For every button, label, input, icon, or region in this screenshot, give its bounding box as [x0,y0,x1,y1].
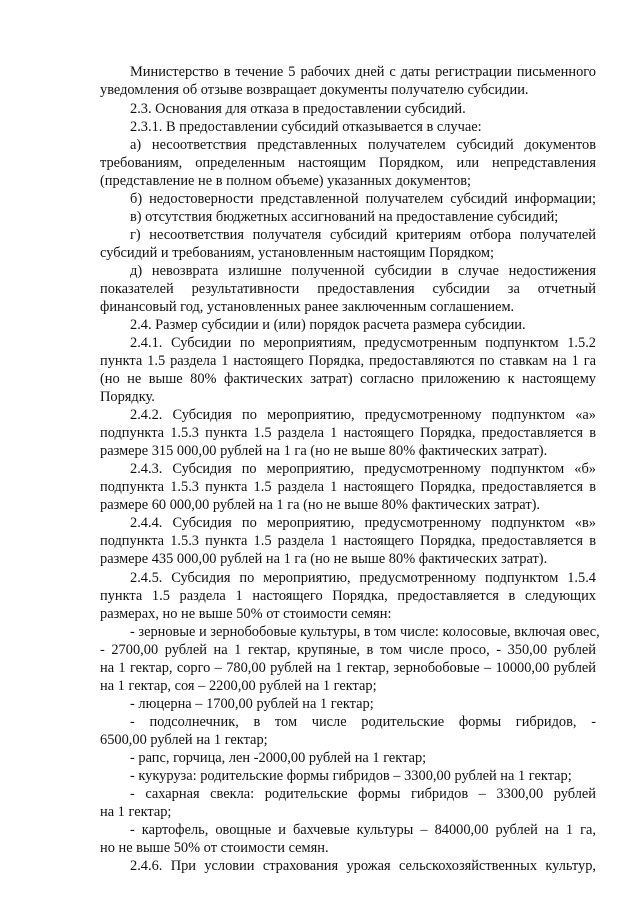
text-line: - зерновые и зернобобовые культуры, в том числе: колосовые, включая овес, [130,624,600,640]
text-line: - сахарная свекла: родительские формы гибридов – 3300,00 рублей [130,786,596,802]
text-line: 2.4.5. Субсидия по мероприятию, предусмотренному подпунктом 1.5.4 [130,570,596,586]
text-line: размере 60 000,00 рублей на 1 га (но не выше 80% фактических затрат). [100,497,540,513]
text-line: г) несоответствия получателя субсидий критериям отбора получателей [130,227,596,243]
text-line: - подсолнечник, в том числе родительские формы гибридов, - [130,714,596,730]
text-line: 2.3.1. В предоставлении субсидий отказывается в случае: [130,119,482,135]
text-line: размере 315 000,00 рублей на 1 га (но не выше 80% фактических затрат). [100,443,548,459]
text-line: в) отсутствия бюджетных ассигнований на предоставление субсидий; [130,209,559,225]
text-line: 2.4.1. Субсидии по мероприятиям, предусмотренным подпунктом 1.5.2 [130,335,596,351]
text-line: 2.4.6. При условии страхования урожая сельскохозяйственных культур, [130,858,596,874]
text-line: уведомления об отзыве возвращает документы получателю субсидии. [100,82,529,98]
text-line: - 2700,00 рублей на 1 гектар, крупяные, в том числе просо, - 350,00 рублей [100,642,596,658]
text-line: субсидий и требованиям, установленным настоящим Порядком; [100,245,495,261]
text-line: подпункта 1.5.3 пункта 1.5 раздела 1 настоящего Порядка, предоставляется в [100,533,596,549]
text-line: - кукуруза: родительские формы гибридов – 3300,00 рублей на 1 гектар; [130,768,572,784]
text-line: требованиям, определенным настоящим Порядком, или непредставления [100,155,596,171]
text-line: (представление не в полном объеме) указанных документов; [100,173,472,189]
text-line: размере 435 000,00 рублей на 1 га (но не выше 80% фактических затрат). [100,551,548,567]
text-line: - люцерна – 1700,00 рублей на 1 гектар; [130,696,374,712]
text-line: пункта 1.5 раздела 1 настоящего Порядка, предоставляется в следующих [100,588,596,604]
text-line: подпункта 1.5.3 пункта 1.5 раздела 1 настоящего Порядка, предоставляется в [100,425,596,441]
text-line: показателей результативности предоставления субсидии за отчетный [100,281,596,297]
text-line: 2.4.3. Субсидия по мероприятию, предусмотренному подпунктом «б» [130,461,596,477]
text-line: 2.4. Размер субсидии и (или) порядок расчета размера субсидии. [130,317,526,333]
text-line: - рапс, горчица, лен -2000,00 рублей на 1 гектар; [130,750,427,766]
text-line: на 1 гектар, сорго – 780,00 рублей на 1 гектар, зернобобовые – 10000,00 рублей [100,660,596,676]
text-line: 2.4.2. Субсидия по мероприятию, предусмотренному подпунктом «а» [130,407,596,423]
text-line: пункта 1.5 раздела 1 настоящего Порядка, предоставляются по ставкам на 1 га [100,353,596,369]
text-line: размерах, но не выше 50% от стоимости семян: [100,606,392,622]
text-line: (но не выше 80% фактических затрат) согласно приложению к настоящему [100,371,596,387]
text-line: 2.4.4. Субсидия по мероприятию, предусмотренному подпунктом «в» [130,515,596,531]
text-line: подпункта 1.5.3 пункта 1.5 раздела 1 настоящего Порядка, предоставляется в [100,479,596,495]
text-line: но не выше 50% от стоимости семян. [100,840,329,856]
text-line: Порядку. [100,389,155,405]
text-line: на 1 гектар; [100,804,172,820]
text-line: а) несоответствия представленных получателем субсидий документов [130,137,596,153]
text-line: 2.3. Основания для отказа в предоставлении субсидий. [130,101,466,117]
text-line: Министерство в течение 5 рабочих дней с даты регистрации письменного [130,64,596,80]
text-line: б) недостоверности представленной получателем субсидий информации; [130,191,596,207]
text-line: 6500,00 рублей на 1 гектар; [100,732,268,748]
text-line: на 1 гектар, соя – 2200,00 рублей на 1 гектар; [100,678,377,694]
text-line: д) невозврата излишне полученной субсидии в случае недостижения [130,263,596,279]
text-line: финансовый год, установленных ранее заключенным соглашением. [100,299,515,315]
text-line: - картофель, овощные и бахчевые культуры – 84000,00 рублей на 1 га, [130,822,596,838]
